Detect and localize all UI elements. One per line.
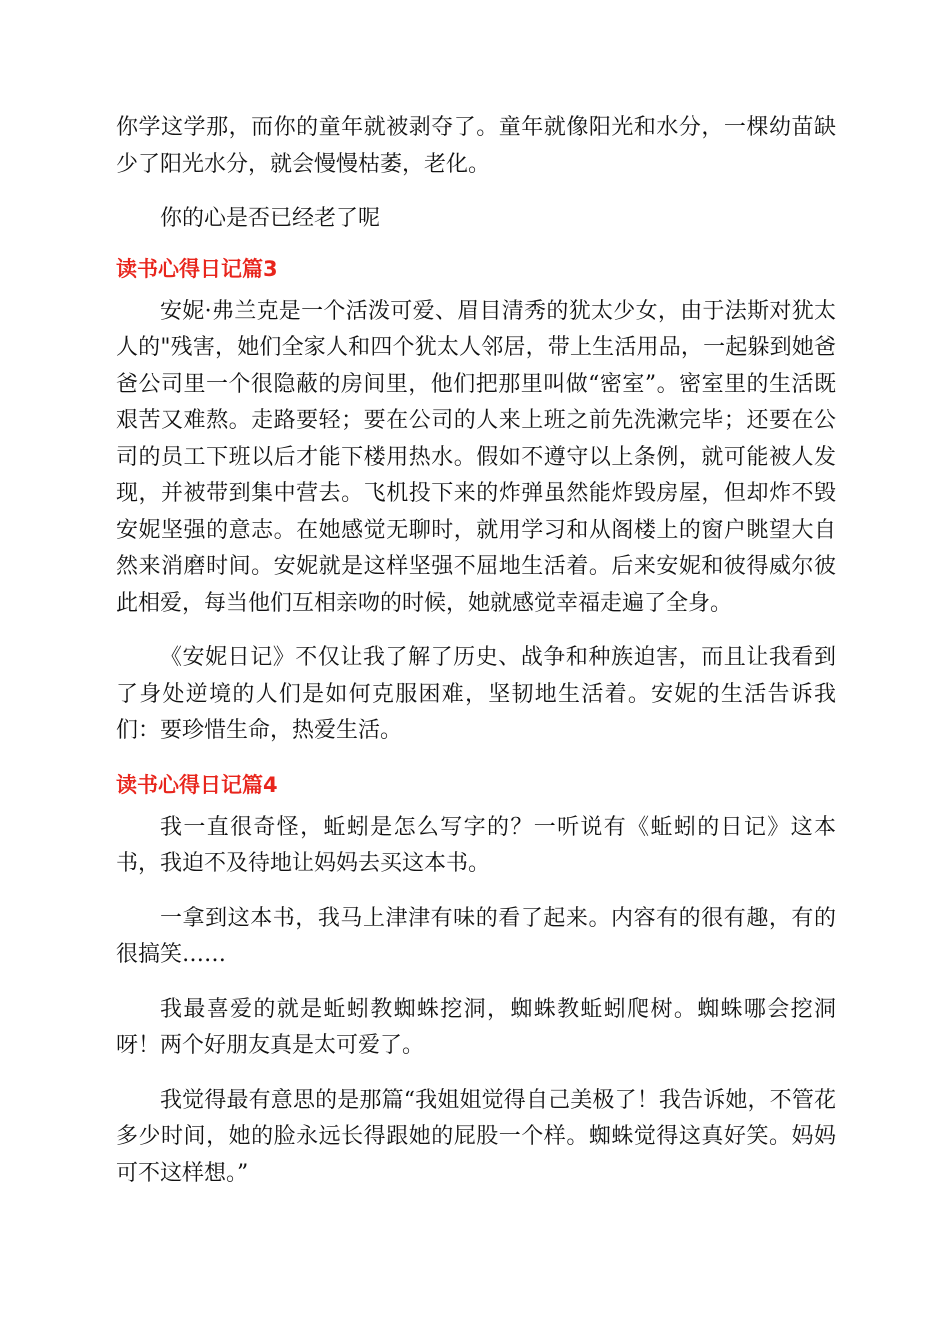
section-3 xyxy=(116,252,836,750)
section-3-heading: 读书心得日记篇3 xyxy=(116,256,278,281)
section-4-paragraph-1: 我一直很奇怪，蚯蚓是怎么写字的？一听说有《蚯蚓的日记》这本书，我迫不及待地让妈妈去买这本书。 xyxy=(116,814,836,876)
section-4-paragraph-2: 一拿到这本书，我马上津津有味的看了起来。内容有的很有趣，有的很搞笑…… xyxy=(116,905,836,967)
intro-paragraph-2: 你的心是否已经老了呢 xyxy=(160,206,381,231)
section-4-paragraph-3: 我最喜爱的就是蚯蚓教蜘蛛挖洞，蜘蛛教蚯蚓爬树。蜘蛛哪会挖洞呀！两个好朋友真是太可爱了。 xyxy=(116,996,836,1058)
intro-section xyxy=(116,110,836,238)
section-3-paragraph-1: 安妮·弗兰克是一个活泼可爱、眉目清秀的犹太少女，由于法斯对犹太人的"残害，她们全家人和四个犹太人邻居，带上生活用品，一起躲到她爸爸公司里一个很隐蔽的房间里，他们把那里叫做“密室”。密室里的生活既艰苦又难熬。走路要轻；要在公司的人来上班之前先洗漱完毕；还要在公司的员工下班以后才能下楼用热水。假如不遵守以上条例，就可能被人发现，并被带到集中营去。飞机投下来的炸弹虽然能炸毁房屋，但却炸不毁安妮坚强的意志。在她感觉无聊时，就用学习和从阁楼上的窗户眺望大自然来消磨时间。安妮就是这样坚强不屈地生活着。后来安妮和彼得威尔彼此相爱，每当他们互相亲吻的时候，她就感觉幸福走遍了全身。 xyxy=(116,298,836,616)
section-4 xyxy=(116,768,836,1193)
intro-paragraph-1: 你学这学那，而你的童年就被剥夺了。童年就像阳光和水分，一棵幼苗缺少了阳光水分，就会慢慢枯萎，老化。 xyxy=(116,115,836,177)
section-4-paragraph-4: 我觉得最有意思的是那篇“我姐姐觉得自己美极了！我告诉她，不管花多少时间，她的脸永远长得跟她的屁股一个样。蜘蛛觉得这真好笑。妈妈可不这样想。” xyxy=(116,1087,836,1186)
section-3-paragraph-2: 《安妮日记》不仅让我了解了历史、战争和种族迫害，而且让我看到了身处逆境的人们是如何克服困难，坚韧地生活着。安妮的生活告诉我们：要珍惜生命，热爱生活。 xyxy=(116,645,836,743)
document-page xyxy=(116,110,836,1210)
section-4-heading: 读书心得日记篇4 xyxy=(116,772,278,797)
